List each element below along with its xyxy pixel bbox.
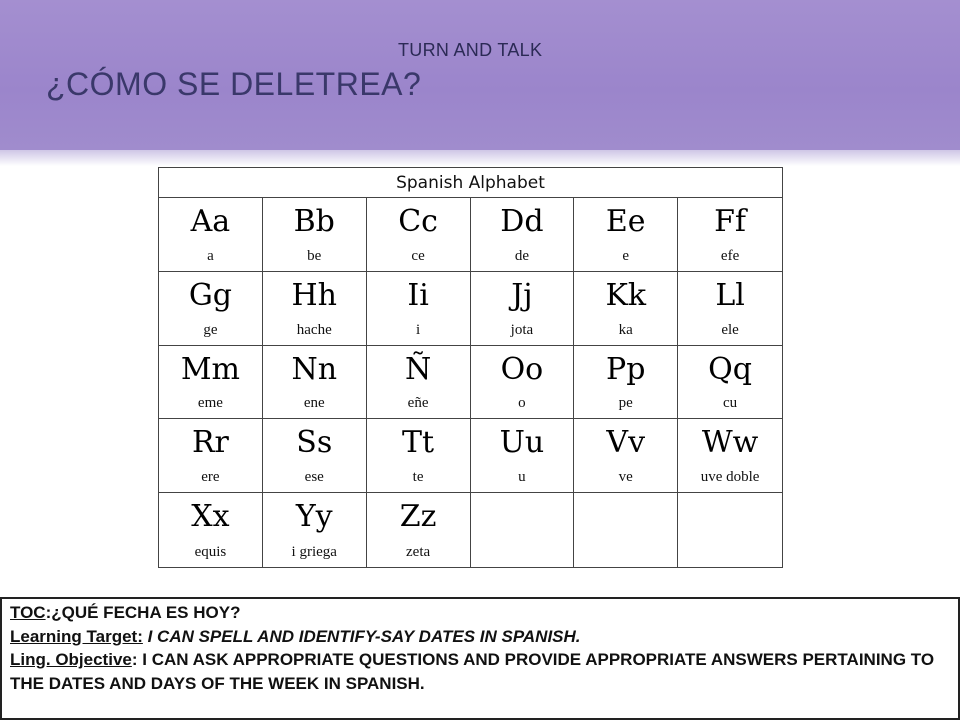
letter-cell bbox=[159, 272, 263, 346]
letter-name: u bbox=[518, 469, 526, 486]
letter-glyph: Dd bbox=[500, 204, 544, 239]
letter-glyph: Zz bbox=[399, 499, 437, 535]
slide-title: ¿CÓMO SE DELETREA? bbox=[46, 66, 422, 102]
alphabet-grid bbox=[159, 198, 782, 567]
letter-cell bbox=[678, 198, 782, 272]
letter-cell bbox=[367, 272, 471, 346]
target-text: I CAN SPELL AND IDENTIFY-SAY DATES IN SPANISH. bbox=[142, 626, 581, 646]
letter-cell bbox=[159, 346, 263, 420]
letter-name: ve bbox=[618, 469, 633, 486]
toc-label: TOC bbox=[10, 603, 46, 622]
letter-glyph: Yy bbox=[295, 499, 333, 535]
letter-glyph: Ee bbox=[605, 204, 646, 239]
letter-cell bbox=[471, 346, 575, 420]
info-box bbox=[0, 597, 960, 720]
letter-cell bbox=[263, 198, 367, 272]
letter-glyph: Nn bbox=[291, 351, 338, 387]
letter-glyph: Ñ bbox=[404, 351, 432, 387]
letter-name: i griega bbox=[291, 544, 337, 560]
slide-subtitle: TURN AND TALK bbox=[398, 40, 543, 60]
alphabet-table-title: Spanish Alphabet bbox=[159, 168, 782, 198]
letter-name: te bbox=[412, 469, 424, 486]
letter-cell bbox=[471, 493, 575, 567]
letter-glyph: Mm bbox=[180, 351, 240, 387]
letter-glyph: Ff bbox=[714, 204, 747, 239]
letter-cell bbox=[263, 272, 367, 346]
letter-name: pe bbox=[618, 395, 633, 412]
letter-glyph: Cc bbox=[398, 204, 438, 239]
letter-glyph: Xx bbox=[191, 499, 230, 535]
letter-name: de bbox=[514, 247, 529, 264]
letter-cell bbox=[159, 198, 263, 272]
letter-name: i bbox=[415, 321, 421, 338]
letter-name: efe bbox=[720, 247, 740, 264]
letter-cell bbox=[159, 493, 263, 567]
letter-name: equis bbox=[194, 544, 227, 560]
target-label: Learning Target: bbox=[10, 626, 143, 646]
letter-name: ge bbox=[203, 321, 218, 338]
letter-glyph: Aa bbox=[190, 204, 231, 239]
target-line bbox=[10, 625, 950, 649]
letter-glyph: Ii bbox=[407, 277, 429, 313]
letter-cell bbox=[574, 419, 678, 493]
header-fade bbox=[0, 150, 960, 166]
letter-cell bbox=[678, 346, 782, 420]
letter-glyph: Gg bbox=[188, 277, 232, 313]
letter-name: o bbox=[518, 395, 526, 412]
letter-name: cu bbox=[722, 395, 738, 412]
letter-cell bbox=[263, 346, 367, 420]
letter-glyph: Pp bbox=[606, 351, 646, 387]
letter-cell bbox=[471, 198, 575, 272]
letter-glyph: Ss bbox=[296, 425, 333, 461]
letter-cell bbox=[367, 493, 471, 567]
alphabet-table bbox=[158, 167, 783, 568]
letter-glyph: Vv bbox=[606, 425, 646, 461]
letter-cell bbox=[678, 419, 782, 493]
letter-glyph: Ww bbox=[701, 425, 759, 461]
letter-cell bbox=[263, 493, 367, 567]
letter-name: hache bbox=[296, 321, 332, 338]
letter-cell bbox=[471, 419, 575, 493]
letter-name: e bbox=[622, 247, 630, 264]
letter-name: uve doble bbox=[700, 469, 760, 486]
letter-glyph: Oo bbox=[500, 351, 544, 387]
toc-text: :¿QUÉ FECHA ES HOY? bbox=[45, 603, 241, 622]
letter-glyph: Kk bbox=[605, 277, 647, 313]
letter-glyph: Uu bbox=[499, 425, 545, 461]
letter-name: a bbox=[207, 247, 214, 264]
letter-name: ele bbox=[721, 321, 739, 338]
letter-name: ere bbox=[201, 469, 220, 486]
letter-cell bbox=[159, 419, 263, 493]
letter-cell bbox=[263, 419, 367, 493]
letter-glyph: Ll bbox=[715, 277, 745, 313]
letter-cell bbox=[367, 346, 471, 420]
letter-name: be bbox=[307, 247, 322, 264]
letter-cell bbox=[471, 272, 575, 346]
letter-cell bbox=[367, 419, 471, 493]
letter-glyph: Qq bbox=[708, 351, 752, 387]
letter-name: zeta bbox=[406, 544, 431, 560]
letter-name: jota bbox=[510, 321, 534, 338]
letter-name: ese bbox=[304, 469, 324, 486]
objective-line bbox=[10, 648, 950, 695]
objective-label: Ling. Objective bbox=[10, 650, 132, 669]
objective-text: : I CAN ASK APPROPRIATE QUESTIONS AND PROVIDE APPROPRIATE ANSWERS PERTAINING TO THE DATES AND DAYS OF THE WEEK IN SPANISH. bbox=[10, 650, 935, 693]
letter-name: ka bbox=[618, 321, 633, 338]
letter-name: ce bbox=[411, 247, 425, 264]
letter-glyph: Bb bbox=[293, 204, 335, 239]
letter-cell bbox=[574, 346, 678, 420]
letter-name: eme bbox=[197, 395, 223, 412]
letter-name: ene bbox=[303, 395, 325, 412]
letter-glyph: Hh bbox=[291, 277, 337, 313]
letter-glyph: Rr bbox=[191, 425, 229, 461]
letter-glyph: Jj bbox=[511, 277, 533, 313]
letter-cell bbox=[574, 272, 678, 346]
letter-cell bbox=[678, 272, 782, 346]
toc-line bbox=[10, 601, 950, 625]
letter-cell bbox=[574, 198, 678, 272]
letter-glyph: Tt bbox=[402, 425, 435, 461]
letter-cell bbox=[574, 493, 678, 567]
letter-name: eñe bbox=[407, 395, 429, 412]
letter-cell bbox=[678, 493, 782, 567]
letter-cell bbox=[367, 198, 471, 272]
